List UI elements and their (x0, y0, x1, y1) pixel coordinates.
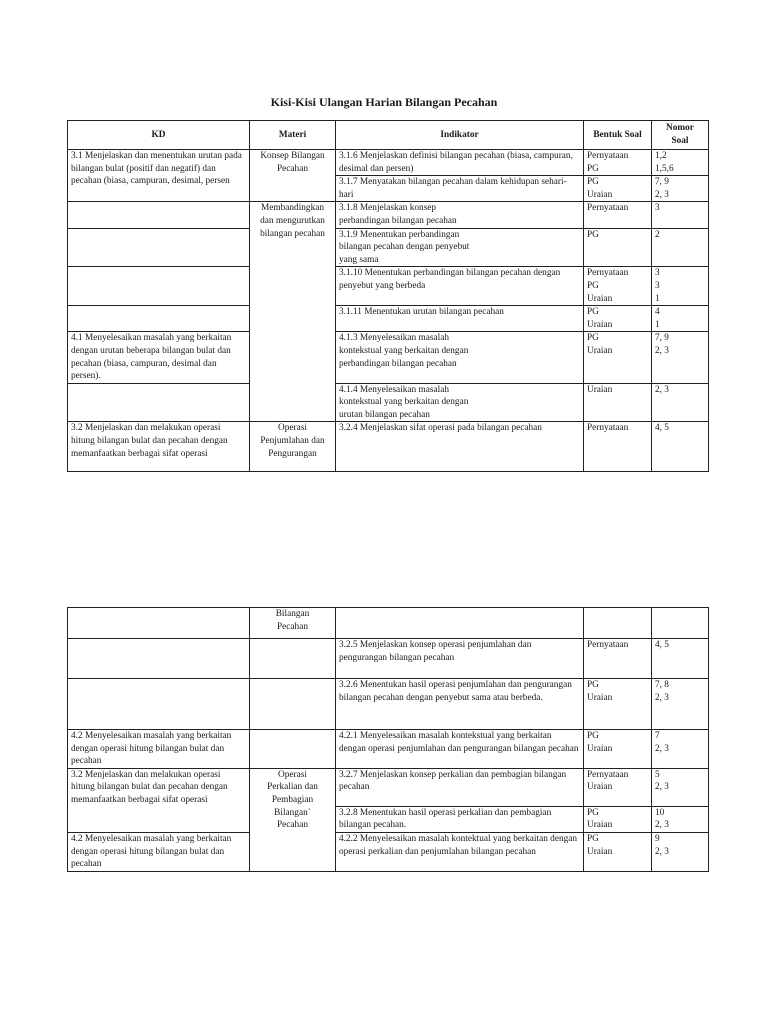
table-row (68, 639, 709, 679)
bentuk-soal-cell: PG Uraian (584, 176, 652, 202)
nomor-soal-cell: 4 1 (652, 306, 709, 332)
table-row (68, 608, 709, 639)
bentuk-soal-cell: PG Uraian (584, 332, 652, 383)
bentuk-soal-cell: Pernyataan PG Uraian (584, 267, 652, 306)
bentuk-soal-cell: PG Uraian (584, 806, 652, 832)
nomor-soal-cell: 7, 9 2, 3 (652, 176, 709, 202)
nomor-soal-cell: 1,2 1,5,6 (652, 150, 709, 176)
kd-cell-empty (68, 228, 250, 267)
indikator-cell: 3.1.7 Menyatakan bilangan pecahan dalam kehidupan sehari-hari (336, 176, 584, 202)
bentuk-soal-cell: Pernyataan PG (584, 150, 652, 176)
bentuk-soal-cell: PG Uraian (584, 832, 652, 871)
table-row (68, 679, 709, 730)
kd-cell: 3.2 Menjelaskan dan melakukan operasi hitung bilangan bulat dan pecahan dengan memanfaatkan berbagai sifat operasi (68, 768, 250, 832)
document-title: Kisi-Kisi Ulangan Harian Bilangan Pecahan (270, 95, 498, 109)
indikator-cell: 3.1.9 Menentukan perbandingan bilangan pecahan dengan penyebut yang sama (336, 228, 584, 267)
table-row (68, 332, 709, 383)
bentuk-soal-cell: Uraian (584, 383, 652, 422)
nomor-soal-cell: 4, 5 (652, 639, 709, 679)
materi-cell: Konsep Bilangan Pecahan (250, 150, 336, 202)
indikator-cell: 3.2.5 Menjelaskan konsep operasi penjumlahan dan pengurangan bilangan pecahan (336, 639, 584, 679)
table-row (68, 383, 709, 422)
indikator-cell: 3.2.8 Menentukan hasil operasi perkalian dan pembagian bilangan pecahan. (336, 806, 584, 832)
indikator-cell: 4.1.3 Menyelesaikan masalah kontekstual yang berkaitan dengan perbandingan bilangan pecahan (336, 332, 584, 383)
materi-cell-empty (250, 639, 336, 679)
indikator-cell: 4.2.1 Menyelesaikan masalah kontekstual yang berkaitan dengan operasi penjumlahan dan pengurangan bilangan pecahan (336, 730, 584, 769)
bentuk-soal-cell: Pernyataan (584, 422, 652, 472)
nomor-soal-cell: 4, 5 (652, 422, 709, 472)
table-row (68, 306, 709, 332)
nomor-soal-cell: 5 2, 3 (652, 768, 709, 806)
nomor-soal-cell: 2, 3 (652, 383, 709, 422)
table-row (68, 228, 709, 267)
kd-cell: 4.2 Menyelesaikan masalah yang berkaitan dengan operasi hitung bilangan bulat dan pecahan (68, 730, 250, 769)
indikator-cell: 3.1.10 Menentukan perbandingan bilangan pecahan dengan penyebut yang berbeda (336, 267, 584, 306)
indikator-cell-empty (336, 608, 584, 639)
nomor-soal-cell: 7, 9 2, 3 (652, 332, 709, 383)
indikator-cell: 4.1.4 Menyelesaikan masalah kontekstual yang berkaitan dengan urutan bilangan pecahan (336, 383, 584, 422)
kisi-kisi-table-page-2 (67, 607, 709, 872)
indikator-cell: 3.2.4 Menjelaskan sifat operasi pada bilangan pecahan (336, 422, 584, 472)
nomor-soal-cell-empty (652, 608, 709, 639)
bentuk-soal-cell: PG Uraian (584, 730, 652, 769)
bentuk-soal-cell: PG Uraian (584, 679, 652, 730)
kd-cell-empty (68, 383, 250, 422)
indikator-cell: 3.2.6 Menentukan hasil operasi penjumlahan dan pengurangan bilangan pecahan dengan penyebut sama atau berbeda. (336, 679, 584, 730)
table-row (68, 150, 709, 176)
nomor-soal-cell: 3 3 1 (652, 267, 709, 306)
table-header-row (68, 121, 709, 150)
nomor-soal-cell: 10 2, 3 (652, 806, 709, 832)
materi-cell: Membandingkan dan mengurutkan bilangan pecahan (250, 202, 336, 422)
bentuk-soal-cell: Pernyataan (584, 639, 652, 679)
nomor-soal-cell: 7 2, 3 (652, 730, 709, 769)
table-row (68, 422, 709, 472)
header-bentuk-soal: Bentuk Soal (584, 121, 652, 150)
indikator-cell: 3.1.6 Menjelaskan definisi bilangan pecahan (biasa, campuran, desimal dan persen) (336, 150, 584, 176)
table-row (68, 832, 709, 871)
header-materi: Materi (250, 121, 336, 150)
bentuk-soal-cell-empty (584, 608, 652, 639)
bentuk-soal-cell: PG (584, 228, 652, 267)
kd-cell-empty (68, 202, 250, 228)
table-row (68, 267, 709, 306)
materi-cell: Bilangan Pecahan (250, 608, 336, 639)
kisi-kisi-table-page-1 (67, 120, 709, 472)
kd-cell-empty (68, 679, 250, 730)
kd-cell: 4.2 Menyelesaikan masalah yang berkaitan dengan operasi hitung bilangan bulat dan pecahan (68, 832, 250, 871)
nomor-soal-cell: 7, 8 2, 3 (652, 679, 709, 730)
nomor-soal-cell: 3 (652, 202, 709, 228)
nomor-soal-cell: 9 2, 3 (652, 832, 709, 871)
bentuk-soal-cell: Pernyataan Uraian (584, 768, 652, 806)
kd-cell: 3.2 Menjelaskan dan melakukan operasi hitung bilangan bulat dan pecahan dengan memanfaatkan berbagai sifat operasi (68, 422, 250, 472)
table-row (68, 768, 709, 806)
indikator-cell: 3.1.8 Menjelaskan konsep perbandingan bilangan pecahan (336, 202, 584, 228)
materi-cell-empty (250, 679, 336, 730)
indikator-cell: 3.2.7 Menjelaskan konsep perkalian dan pembagian bilangan pecahan (336, 768, 584, 806)
table-row (68, 202, 709, 228)
materi-cell: Operasi Penjumlahan dan Pengurangan (250, 422, 336, 472)
indikator-cell: 4.2.2 Menyelesaikan masalah kontektual yang berkaitan dengan operasi perkalian dan penjumlahan bilangan pecahan (336, 832, 584, 871)
kd-cell-empty (68, 639, 250, 679)
kd-cell: 3.1 Menjelaskan dan menentukan urutan pada bilangan bulat (positif dan negatif) dan pecahan (biasa, campuran, desimal, persen (68, 150, 250, 202)
indikator-cell: 3.1.11 Menentukan urutan bilangan pecahan (336, 306, 584, 332)
kd-cell-empty (68, 267, 250, 306)
header-kd: KD (68, 121, 250, 150)
bentuk-soal-cell: PG Uraian (584, 306, 652, 332)
nomor-soal-cell: 2 (652, 228, 709, 267)
table-row (68, 730, 709, 769)
materi-cell: Operasi Perkalian dan Pembagian Bilangan` Pecahan (250, 768, 336, 871)
materi-cell-empty (250, 730, 336, 769)
kd-cell-empty (68, 608, 250, 639)
header-indikator: Indikator (336, 121, 584, 150)
header-nomor-soal: Nomor Soal (652, 121, 709, 150)
kd-cell: 4.1 Menyelesaikan masalah yang berkaitan dengan urutan beberapa bilangan bulat dan pecahan (biasa, campuran, desimal dan persen). (68, 332, 250, 383)
bentuk-soal-cell: Pernyataan (584, 202, 652, 228)
kd-cell-empty (68, 306, 250, 332)
